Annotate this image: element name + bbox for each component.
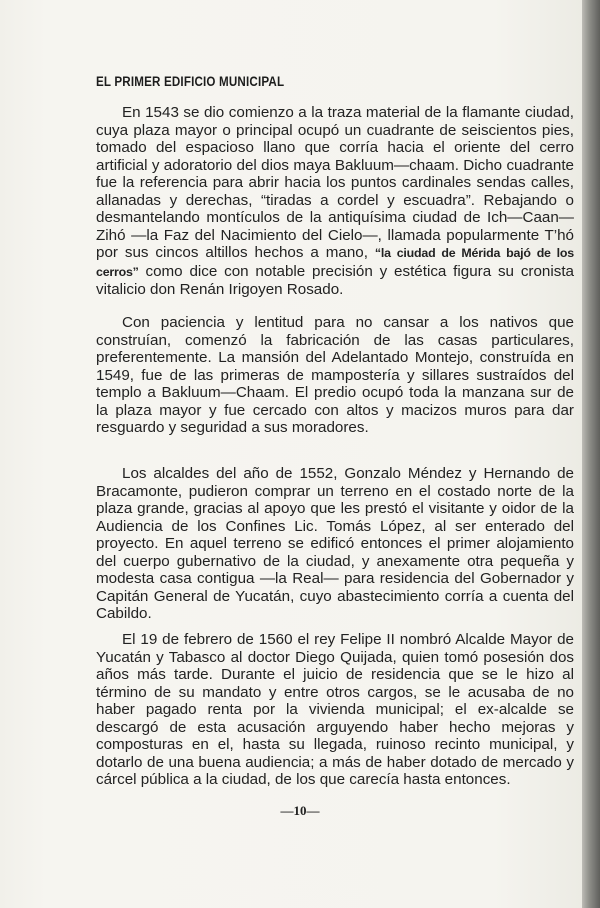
section-heading: EL PRIMER EDIFICIO MUNICIPAL (96, 74, 285, 89)
paragraph-4-text: El 19 de febrero de 1560 el rey Felipe II nombró Alcalde Mayor de Yucatán y Tabasco al doctor Diego Quijada, quien tomó posesión dos años más tarde. Durante el juicio de residencia que se le hizo al término de su mandato y entre otros cargos, se le acusaba de no haber pagado renta por la vivienda municipal; el ex-alcalde se descargó de esta acusación arguyendo haber hecho mejoras y composturas en el, hasta su llegada, ruinoso recinto municipal, y dotarlo de una buena audiencia; a más de haber dotado de mercado y cárcel pública a la ciudad, de los que carecía hasta entonces. (96, 631, 574, 788)
paragraph-2-text: Con paciencia y lentitud para no cansar a los nativos que construían, comenzó la fabricación de las casas particulares, preferentemente. La mansión del Adelantado Montejo, construída en 1549, fue de las primeras de mampostería y sillares sustraídos del templo a Bakluum—Chaam. El predio ocupó toda la manzana sur de la plaza mayor y fue cercado con altos y macizos muros para dar resguardo y seguridad a sus moradores. (96, 314, 574, 436)
paragraph-3-text: Los alcaldes del año de 1552, Gonzalo Méndez y Hernando de Bracamonte, pudieron comprar un terreno en el costado norte de la plaza grande, gracias al apoyo que les prestó el visitante y oidor de la Audiencia de los Confines Lic. Tomás López, al ser enterado del proyecto. En aquel terreno se edificó entonces el primer alojamiento del cuerpo gubernativo de la ciudad, y anexamente otra pequeña y modesta casa contigua —la Real— para residencia del Gobernador y Capitán General de Yucatán, cuyo abastecimiento corría a cuenta del Cabildo. (96, 465, 574, 622)
paragraph-1-text-b: como dice con notable precisión y estética figura su cronista vitalicio don Renán Irigoyen Rosado. (96, 262, 574, 298)
paragraph-1-text-a: En 1543 se dio comienzo a la traza material de la flamante ciudad, cuya plaza mayor o principal ocupó un cuadrante de seiscientos pies, tomado del espacioso llano que corría hacia el oriente del cerro artificial y adoratorio del dios maya Bakluum—chaam. Dicho cuadrante fue la referencia para abrir hacia los puntos cardinales sendas calles, allanadas y derechas, “tiradas a cordel y escuadra”. Rebajando o desmantelando montículos de la antiquísima ciudad de Ich—Caan—Zihó —la Faz del Nacimiento del Cielo—, llamada popularmente T’hó por sus cincos altillos hechos a mano, (96, 104, 574, 261)
paragraph-3 (96, 465, 574, 623)
page-number: —10— (280, 803, 320, 818)
paragraph-1-quote: “la ciudad de Mérida bajó de los cerros” (96, 246, 574, 279)
paragraph-2 (96, 314, 574, 437)
paragraph-1 (96, 104, 574, 299)
paragraph-4 (96, 631, 574, 789)
page-edge-shadow (582, 0, 600, 908)
